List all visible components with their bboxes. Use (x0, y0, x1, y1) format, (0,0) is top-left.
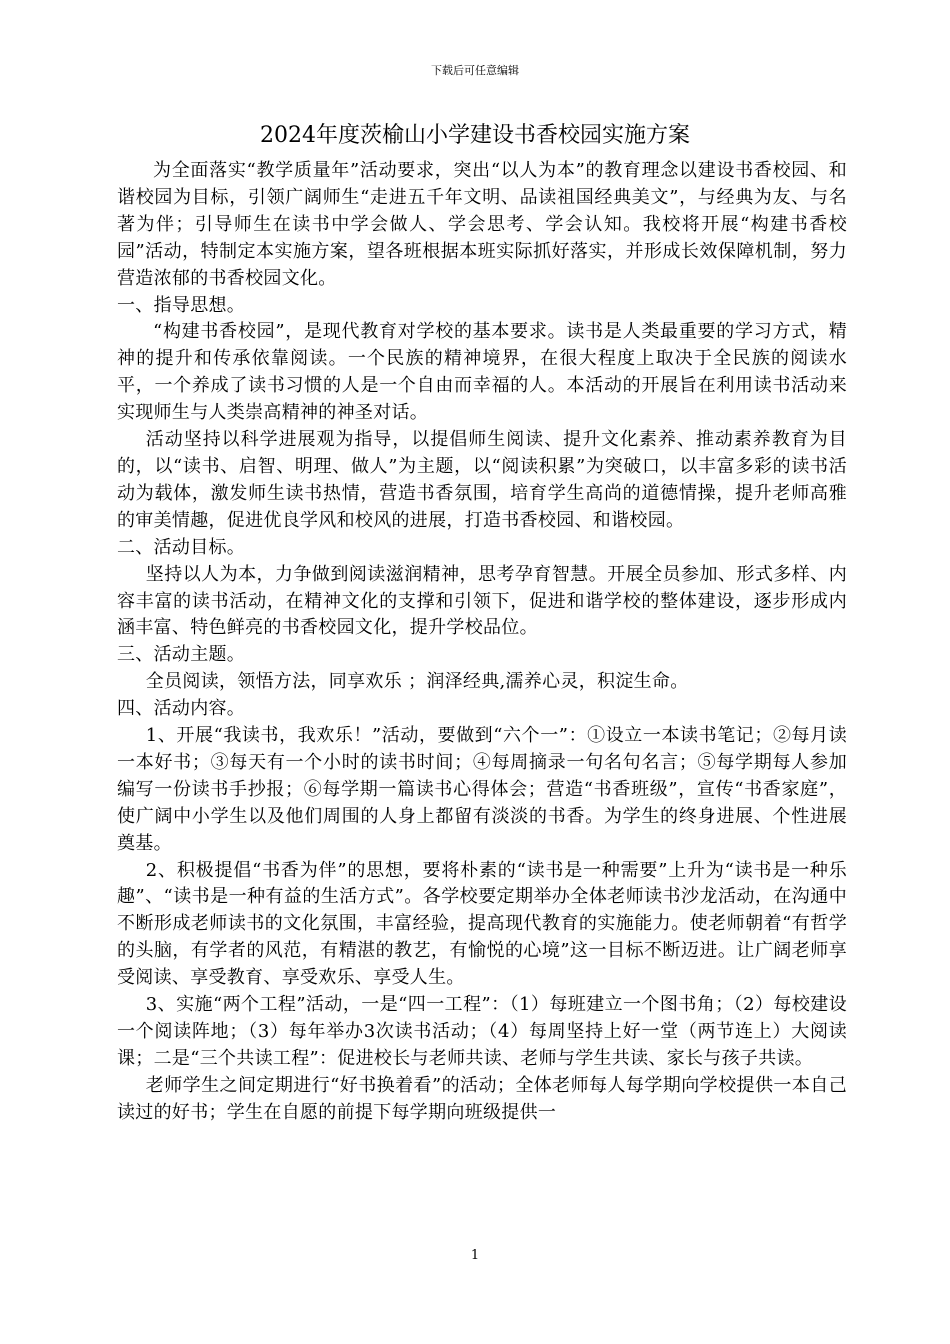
paragraph-content-item-2: 2、积极提倡“书香为伴”的思想，要将朴素的“读书是一种需要”上升为“读书是一种乐趣”、“读书是一种有益的生活方式”。各学校要定期举办全体老师读书沙龙活动，在沟通中不断形成老师读书的文化氛围，丰富经验，提高现代教育的实施能力。使老师朝着“有哲学的头脑，有学者的风范，有精湛的教艺，有愉悦的心境”这一目标不断迈进。让广阔老师享受阅读、享受教育、享受欢乐、享受人生。 (117, 859, 847, 989)
paragraph-guiding-thought-2: 活动坚持以科学进展观为指导，以提倡师生阅读、提升文化素养、推动素养教育为目的，以“读书、启智、明理、做人”为主题，以“阅读积累”为突破口，以丰富多彩的读书活动为载体，激发师生读书热情，营造书香氛围，培育学生高尚的道德情操，提升老师高雅的审美情趣，促进优良学风和校风的进展，打造书香校园、和谐校园。 (117, 429, 847, 531)
paragraph-activity-goals: 坚持以人为本，力争做到阅读滋润精神，思考孕育智慧。开展全员参加、形式多样、内容丰富的读书活动，在精神文化的支撑和引领下，促进和谐学校的整体建设，逐步形成内涵丰富、特色鲜亮的书香校园文化，提升学校品位。 (117, 563, 847, 639)
paragraph-intro: 为全面落实“教学质量年”活动要求，突出“以人为本”的教育理念以建设书香校园、和谐校园为目标，引领广阔师生“走进五千年文明、品读祖国经典美文”，与经典为友、与名著为伴；引导师生在读书中学会做人、学会思考、学会认知。我校将开展“构建书香校园”活动，特制定本实施方案，望各班根据本班实际抓好落实，并形成长效保障机制，努力营造浓郁的书香校园文化。 (117, 160, 847, 289)
section-heading-activity-goals: 二、活动目标。 (117, 536, 246, 558)
paragraph-guiding-thought-1: “构建书香校园”，是现代教育对学校的基本要求。读书是人类最重要的学习方式，精神的提升和传承依靠阅读。一个民族的精神境界，在很大程度上取决于全民族的阅读水平，一个养成了读书习惯的人是一个自由而幸福的人。本活动的开展旨在利用读书活动来实现师生与人类崇高精神的神圣对话。 (117, 321, 847, 424)
paragraph-book-exchange: 老师学生之间定期进行“好书换着看”的活动；全体老师每人每学期向学校提供一本自己读过的好书；学生在自愿的前提下每学期向班级提供一 (117, 1074, 847, 1123)
page-header-note: 下载后可任意编辑 (431, 64, 519, 77)
paragraph-content-item-3: 3、实施“两个工程”活动，一是“四一工程”：（1）每班建立一个图书角；（2）每校建设一个阅读阵地；（3）每年举办3次读书活动；（4）每周坚持上好一堂（两节连上）大阅读课；二是“三个共读工程”：促进校长与老师共读、老师与学生共读、家长与孩子共读。 (117, 994, 847, 1069)
page-number: 1 (470, 1248, 480, 1263)
document-body (117, 158, 847, 1127)
section-heading-activity-content: 四、活动内容。 (117, 698, 246, 720)
section-heading-activity-theme: 三、活动主题。 (117, 644, 246, 666)
section-heading-guiding-thought: 一、指导思想。 (117, 294, 246, 316)
document-title: 2024年度茨榆山小学建设书香校园实施方案 (260, 123, 690, 148)
paragraph-activity-theme: 全员阅读，领悟方法，同享欢乐 ；润泽经典,濡养心灵，积淀生命。 (145, 671, 689, 693)
paragraph-content-item-1: 1、开展“我读书，我欢乐！”活动，要做到“六个一”：①设立一本读书笔记；②每月读一本好书；③每天有一个小时的读书时间；④每周摘录一句名句名言；⑤每学期每人参加编写一份读书手抄报；⑥每学期一篇读书心得体会；营造“书香班级”，宣传“书香家庭”，使广阔中小学生以及他们周围的人身上都留有淡淡的书香。为学生的终身进展、个性进展奠基。 (117, 725, 847, 854)
